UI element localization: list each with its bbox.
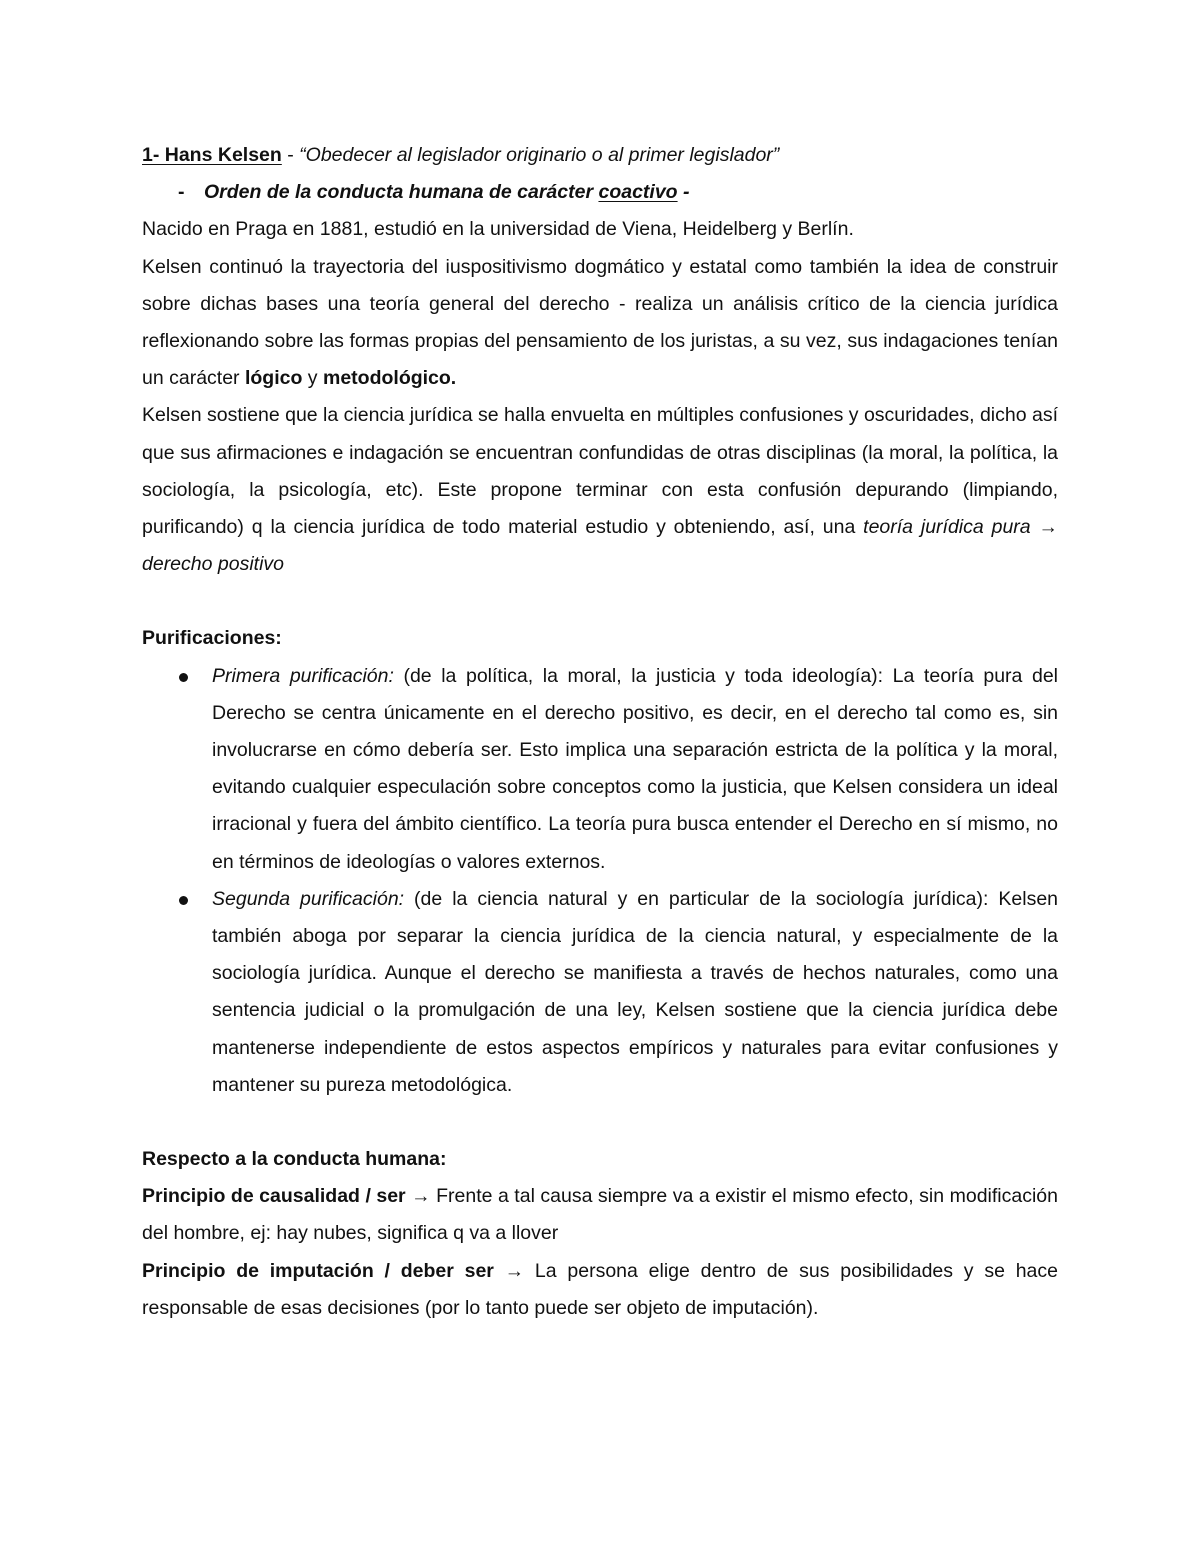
purificacion-text: (de la política, la moral, la justicia y toda ideología): La teoría pura del Derecho se centra únicamente en el derecho positivo, es decir, en el derecho tal como es, sin involucrarse en cómo debería ser. Esto implica una separación estricta de la política y la moral, evitando cualquier especulación sobre conceptos como la justicia, que Kelsen considera un ideal irracional y fuera del ámbito científico. La teoría pura busca entender el Derecho en sí mismo, no en términos de ideologías o valores externos.: [212, 664, 1058, 873]
heading-quote: “Obedecer al legislador originario o al primer legislador”: [299, 144, 780, 166]
intro-p3-text: Kelsen sostiene que la ciencia jurídica se halla envuelta en múltiples confusiones y oscuridades, dicho así que sus afirmaciones e indagación se encuentran confundidas de otras disciplinas (la moral, la política, la sociología, la psicología, etc). Este propone terminar con esta confusión depurando (limpiando, purificando) q la ciencia jurídica de todo material estudio y obteniendo, así, una: [142, 404, 1058, 539]
heading-line: [142, 137, 1058, 174]
purificacion-label: Primera purificación:: [212, 664, 394, 687]
intro-paragraph-3: [142, 397, 1058, 583]
imputacion-label: Principio de imputación / deber ser: [142, 1259, 494, 1282]
conducta-title: Respecto a la conducta humana:: [142, 1148, 447, 1171]
subtitle-text: [204, 174, 690, 211]
intro-paragraph-2: [142, 249, 1058, 398]
imputacion-paragraph: [142, 1253, 1058, 1327]
list-item: [142, 881, 1058, 1104]
purificaciones-title: Purificaciones:: [142, 627, 282, 650]
spacer: [142, 583, 1058, 620]
heading-title: 1- Hans Kelsen: [142, 144, 282, 166]
purificaciones-list: [142, 658, 1058, 1104]
intro-p2-text: Kelsen continuó la trayectoria del iuspositivismo dogmático y estatal como también la idea de construir sobre dichas bases una teoría general del derecho - realiza un análisis crítico de la ciencia jurídica reflexionando sobre las formas propias del pensamiento de los juristas, a su vez, sus indagaciones tenían un carácter: [142, 255, 1058, 390]
subtitle-text-before: Orden de la conducta humana de carácter: [204, 181, 599, 204]
subtitle-dash: -: [178, 181, 185, 204]
intro-p2-bold-metodologico: metodológico.: [322, 367, 457, 390]
list-item: [142, 658, 1058, 881]
subtitle-underlined: coactivo: [598, 181, 678, 204]
imputacion-text: → La persona elige dentro de sus posibilidades y se hace responsable de esas decisiones (por lo tanto puede ser objeto de imputación).: [142, 1259, 1058, 1319]
causalidad-text: → Frente a tal causa siempre va a existir el mismo efecto, sin modificación del hombre, ej: hay nubes, significa q va a llover: [142, 1185, 1058, 1245]
spacer: [142, 1104, 1058, 1141]
intro-p3-italic: teoría jurídica pura → derecho positivo: [142, 516, 1058, 576]
causalidad-paragraph: [142, 1178, 1058, 1252]
heading-separator: -: [281, 144, 300, 166]
bullet-icon: [179, 896, 188, 905]
subtitle-text-after: -: [677, 181, 690, 204]
intro-p2-and: y: [302, 367, 323, 390]
purificacion-text: (de la ciencia natural y en particular de la sociología jurídica): Kelsen también aboga por separar la ciencia jurídica de la ciencia natural, y especialmente de la sociología jurídica. Aunque el derecho se manifiesta a través de hechos naturales, como una sentencia judicial o la promulgación de una ley, Kelsen sostiene que la ciencia jurídica debe mantenerse independiente de estos aspectos empíricos y naturales para evitar confusiones y mantener su pureza metodológica.: [212, 887, 1059, 1096]
subtitle-line: [142, 174, 1058, 211]
intro-birth: Nacido en Praga en 1881, estudió en la universidad de Viena, Heidelberg y Berlín.: [142, 218, 854, 241]
document-page: [142, 137, 1058, 1327]
intro-p2-bold-logico: lógico: [244, 367, 303, 390]
bullet-icon: [179, 673, 188, 682]
purificacion-label: Segunda purificación:: [212, 887, 405, 910]
causalidad-label: Principio de causalidad / ser: [142, 1185, 406, 1208]
